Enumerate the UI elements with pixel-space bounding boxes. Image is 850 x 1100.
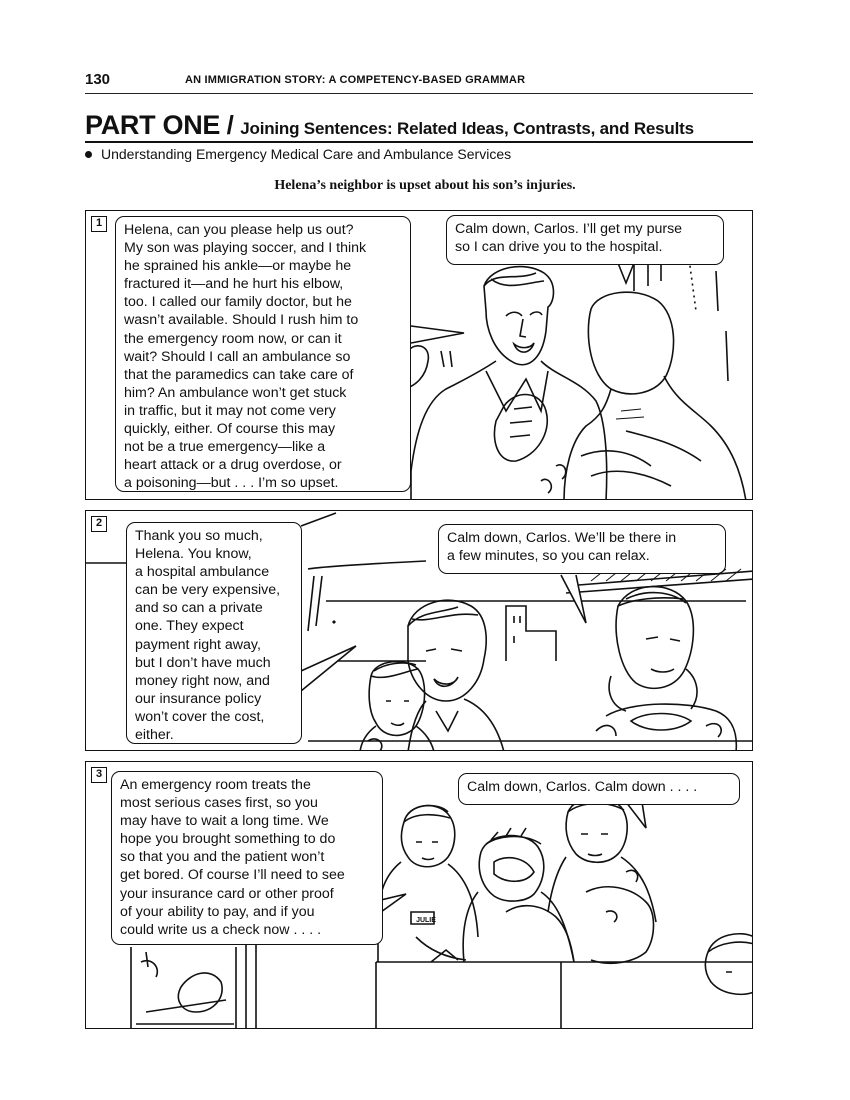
bubble-line: a poisoning—but . . . I’m so upset. <box>124 475 339 492</box>
bubble-line: Calm down, Carlos. We’ll be there in <box>447 530 677 546</box>
helena-speech-bubble-2 <box>438 524 726 574</box>
book-title: AN IMMIGRATION STORY: A COMPETENCY-BASED GRAMMAR <box>185 74 526 86</box>
bubble-line: quickly, either. Of course this may <box>124 421 336 438</box>
bubble-line: Calm down, Carlos. I’ll get my purse <box>455 221 683 237</box>
bubble-line: could write us a check now . . . . <box>120 921 322 938</box>
bubble-line: payment right away, <box>135 636 261 653</box>
objective-line <box>85 146 511 162</box>
part-separator: / <box>226 110 234 140</box>
comic-panel-1 <box>85 210 753 500</box>
part-subtitle: Joining Sentences: Related Ideas, Contrasts, and Results <box>240 119 694 138</box>
comic-panel-2 <box>85 510 753 751</box>
carlos-speech-bubble-2 <box>126 522 302 744</box>
bubble-line: Thank you so much, <box>135 528 263 544</box>
objective-text: Understanding Emergency Medical Care and Ambulance Services <box>101 146 512 162</box>
bubble-line: a few minutes, so you can relax. <box>447 548 650 565</box>
scene-caption: Helena’s neighbor is upset about his son’s injuries. <box>274 178 576 193</box>
panel-number-3: 3 <box>91 767 107 783</box>
helena-speech-bubble-3 <box>458 773 740 805</box>
bubble-line: the emergency room now, or can it <box>124 330 342 347</box>
bubble-line: An emergency room treats the <box>120 777 311 793</box>
bubble-line: heart attack or a drug overdose, or <box>124 457 342 474</box>
bubble-line: he sprained his ankle—or maybe he <box>124 258 352 275</box>
bubble-line: Helena. You know, <box>135 546 252 563</box>
bubble-line: can be very expensive, <box>135 582 281 599</box>
bubble-line: and so can a private <box>135 600 263 617</box>
bullet-icon <box>85 151 92 158</box>
bubble-line: money right now, and <box>135 672 270 689</box>
bubble-line: not be a true emergency—like a <box>124 439 326 456</box>
bubble-line: so I can drive you to the hospital. <box>455 239 663 256</box>
carlos-speech-bubble-1 <box>115 216 411 492</box>
julie-name-tag <box>411 912 441 926</box>
receptionist-speech-bubble-3 <box>111 771 383 945</box>
bubble-line: wait? Should I call an ambulance so <box>124 348 351 365</box>
bubble-line: Calm down, Carlos. Calm down . . . . <box>467 779 698 795</box>
page-number: 130 <box>85 71 111 88</box>
bubble-line: our insurance policy <box>135 690 262 707</box>
panel-number-1: 1 <box>91 216 107 232</box>
bubble-line: get bored. Of course I’ll need to see <box>120 867 345 884</box>
panel-number-2: 2 <box>91 516 107 532</box>
name-tag-text: JULIE <box>416 917 436 924</box>
bubble-line: one. They expect <box>135 618 244 635</box>
bubble-line: either. <box>135 727 174 744</box>
bubble-line: wasn’t available. Should I rush him to <box>124 312 359 329</box>
bubble-line: most serious cases first, so you <box>120 795 318 812</box>
part-label: PART ONE <box>85 110 221 140</box>
bubble-line: may have to wait a long time. We <box>120 813 329 830</box>
bubble-line: too. I called our family doctor, but he <box>124 294 352 311</box>
bubble-line: him? An ambulance won’t get stuck <box>124 384 347 401</box>
part-heading <box>85 110 753 143</box>
bubble-line: but I don’t have much <box>135 654 271 671</box>
bubble-line: of your ability to pay, and if you <box>120 903 315 920</box>
bubble-line: in traffic, but it may not come very <box>124 402 336 419</box>
bubble-line: hope you brought something to do <box>120 831 336 848</box>
bubble-line: Helena, can you please help us out? <box>124 222 354 238</box>
bubble-line: your insurance card or other proof <box>120 885 334 902</box>
comic-panel-3 <box>85 761 753 1029</box>
bubble-line: fractured it—and he hurt his elbow, <box>124 276 344 293</box>
running-head <box>85 70 753 94</box>
bubble-line: that the paramedics can take care of <box>124 366 354 383</box>
bubble-line: a hospital ambulance <box>135 564 270 581</box>
helena-speech-bubble-1 <box>446 215 724 265</box>
bubble-line: so that you and the patient won’t <box>120 849 325 866</box>
bubble-line: My son was playing soccer, and I think <box>124 240 367 257</box>
bubble-line: won’t cover the cost, <box>135 708 265 725</box>
